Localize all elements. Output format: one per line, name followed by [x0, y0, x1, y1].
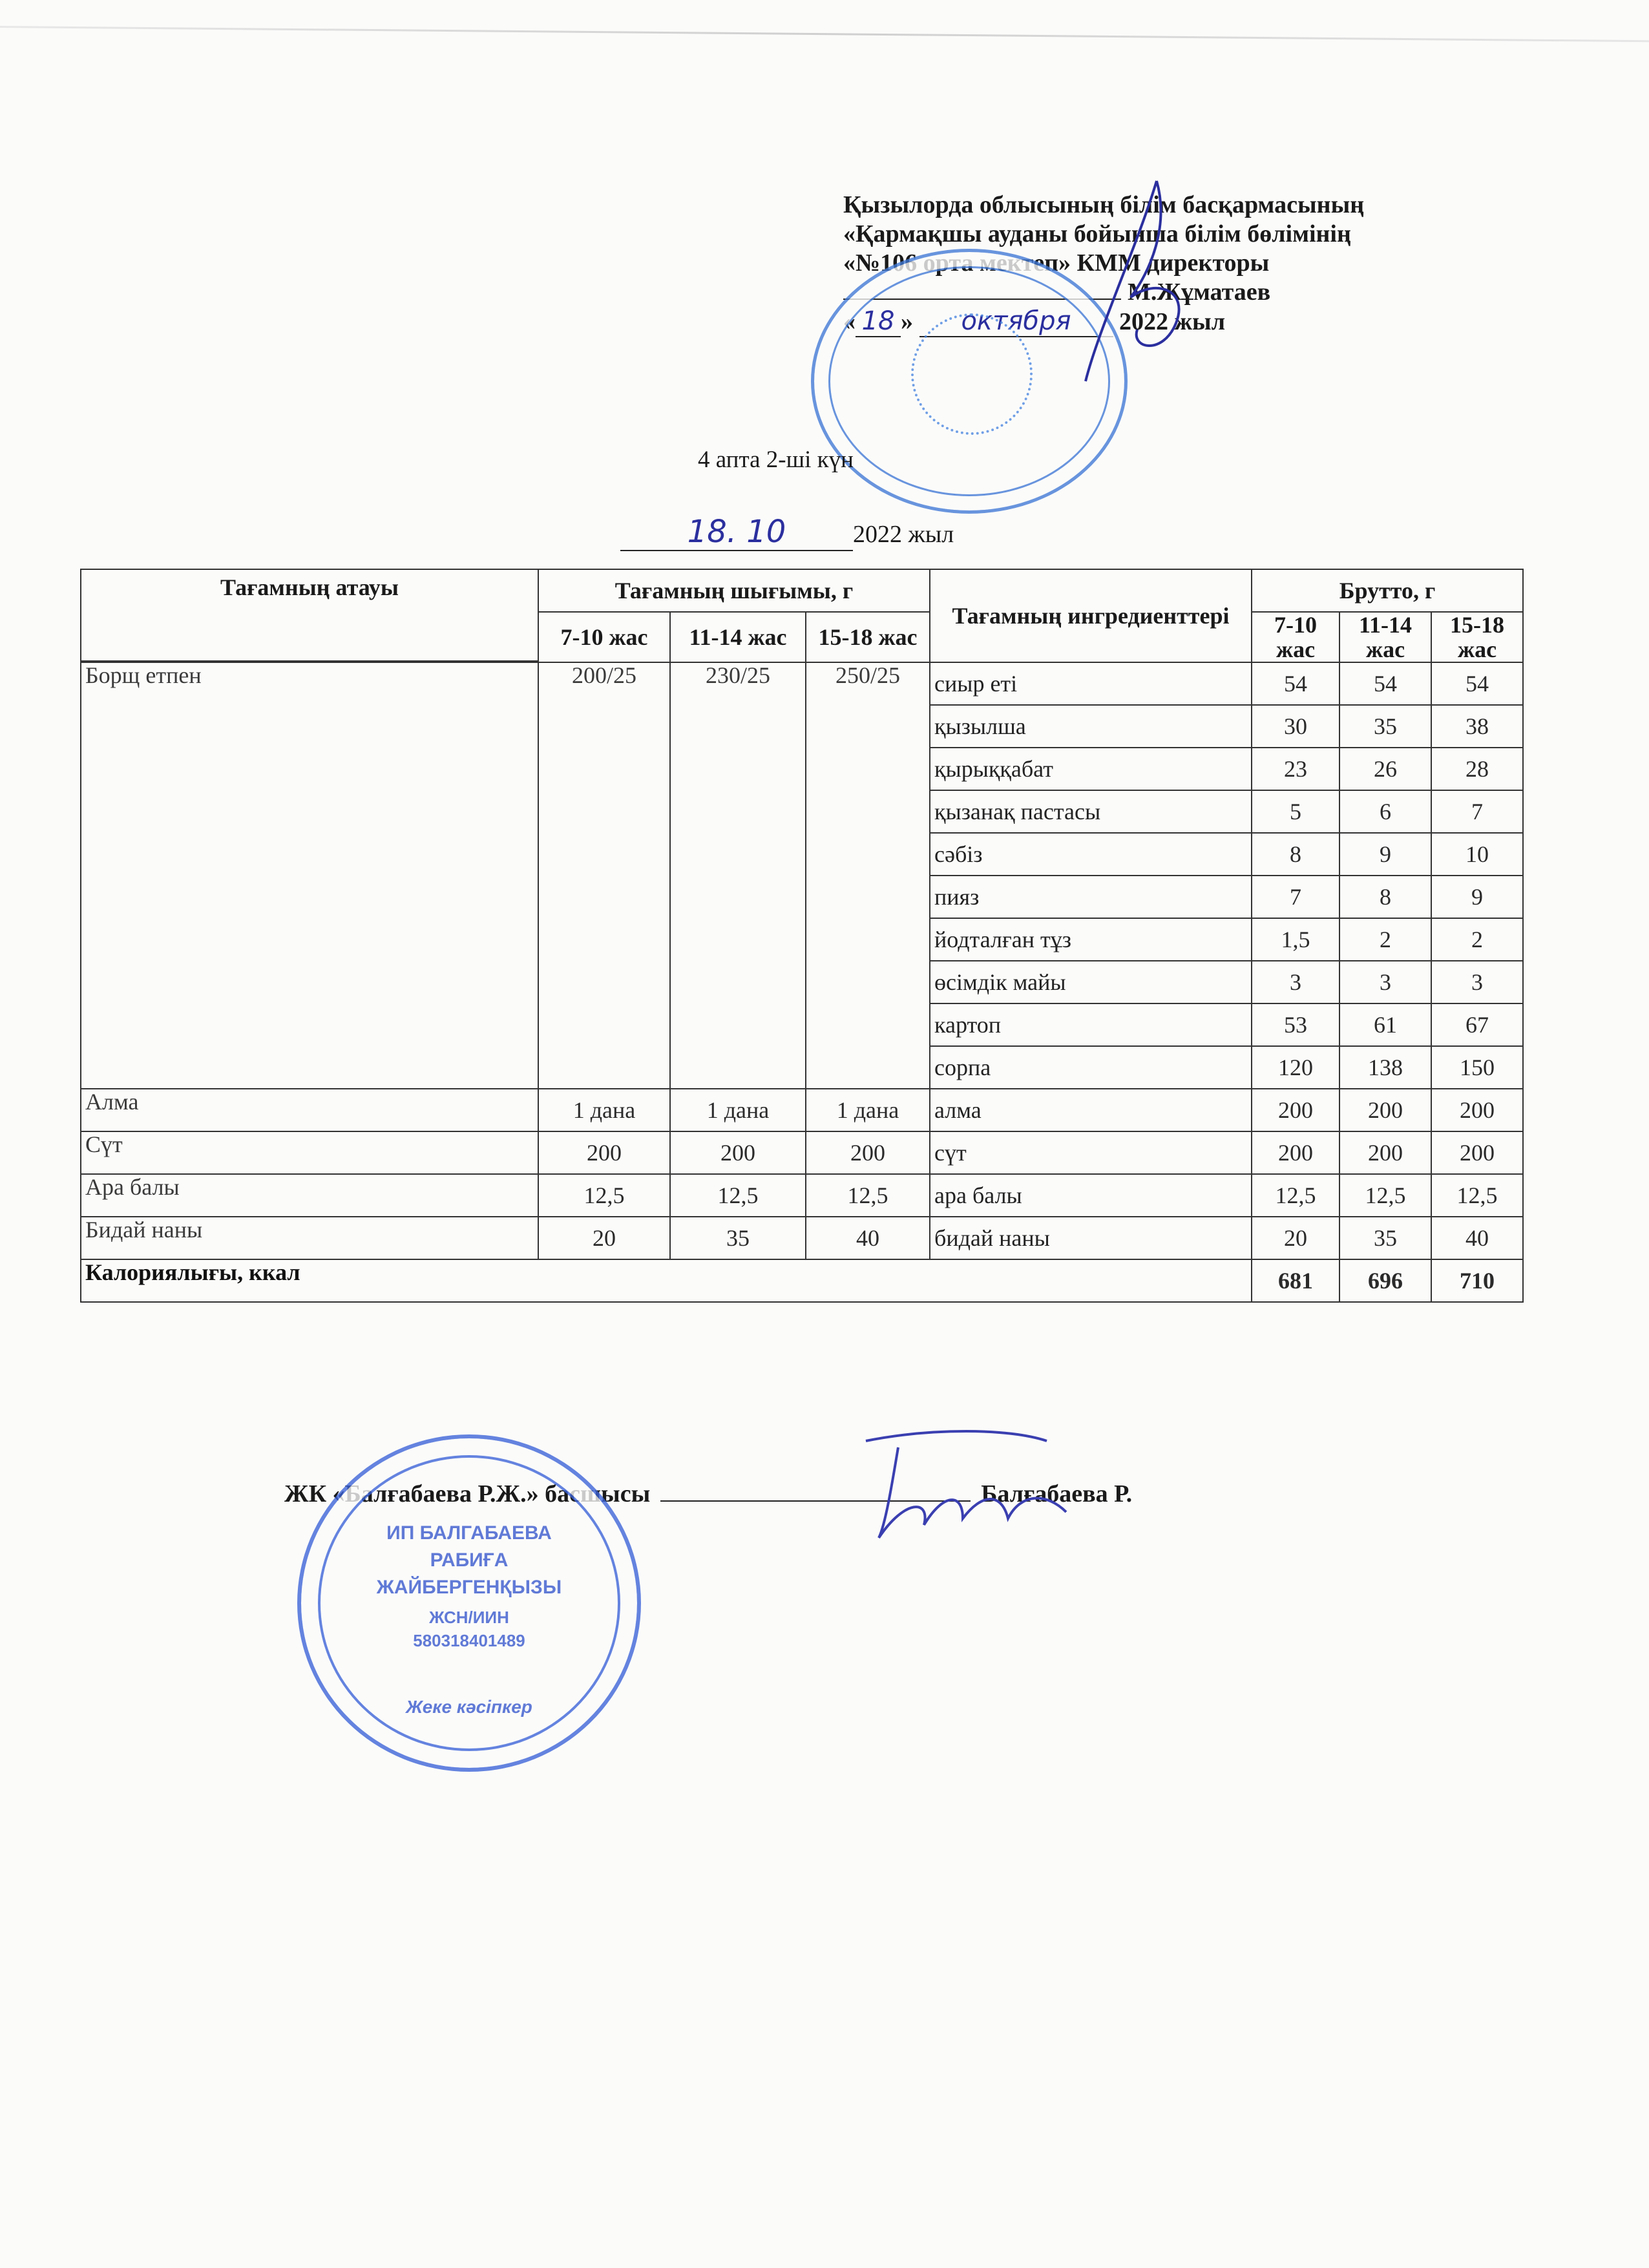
header-output: Тағамның шығымы, г [538, 569, 930, 612]
stamp-line-2: РАБИҒА [430, 1549, 509, 1571]
calories-value: 681 [1252, 1259, 1339, 1302]
ingredient-name: ара балы [930, 1174, 1252, 1217]
dish-output: 1 дана [806, 1089, 930, 1131]
dish-name: Бидай наны [81, 1217, 538, 1259]
brutto-value: 23 [1252, 748, 1339, 790]
brutto-value: 38 [1431, 705, 1523, 748]
menu-date-handwritten: 18. 10 [687, 514, 786, 550]
dish-output: 1 дана [538, 1089, 670, 1131]
ingredient-name: қызанақ пастасы [930, 790, 1252, 833]
brutto-value: 200 [1431, 1089, 1523, 1131]
brutto-value: 54 [1252, 662, 1339, 705]
ingredient-name: алма [930, 1089, 1252, 1131]
stamp-line-6: Жеке кәсіпкер [406, 1697, 532, 1717]
header-dish: Тағамның атауы [81, 569, 538, 661]
ingredient-name: қырыққабат [930, 748, 1252, 790]
ingredient-name: сәбіз [930, 833, 1252, 876]
header-out-age-1: 7-10 жас [538, 612, 670, 662]
approval-line-1: Қызылорда облысының білім басқармасының [843, 191, 1365, 218]
header-out-age-2: 11-14 жас [670, 612, 806, 662]
brutto-value: 3 [1339, 961, 1431, 1003]
footer-org: ЖК «Балғабаева Р.Ж.» басшысы [284, 1480, 651, 1507]
brutto-value: 53 [1252, 1003, 1339, 1046]
calories-value: 696 [1339, 1259, 1431, 1302]
approval-year: 2022 жыл [1119, 308, 1226, 335]
ingredient-name: бидай наны [930, 1217, 1252, 1259]
brutto-value: 9 [1339, 833, 1431, 876]
ingredient-name: сорпа [930, 1046, 1252, 1089]
brutto-value: 2 [1339, 918, 1431, 961]
brutto-value: 54 [1431, 662, 1523, 705]
ingredient-name: сиыр еті [930, 662, 1252, 705]
brutto-value: 7 [1431, 790, 1523, 833]
menu-date-year: 2022 жыл [853, 521, 954, 548]
brutto-value: 61 [1339, 1003, 1431, 1046]
brutto-value: 120 [1252, 1046, 1339, 1089]
brutto-value: 26 [1339, 748, 1431, 790]
brutto-value: 3 [1252, 961, 1339, 1003]
header-brutto-age-2: 11-14 жас [1339, 612, 1431, 662]
calories-value: 710 [1431, 1259, 1523, 1302]
dish-name: Сүт [81, 1131, 538, 1174]
brutto-value: 30 [1252, 705, 1339, 748]
ingredient-name: пияз [930, 876, 1252, 918]
dish-output: 200 [538, 1131, 670, 1174]
approval-day: 18 [856, 307, 901, 337]
brutto-value: 6 [1339, 790, 1431, 833]
brutto-value: 12,5 [1431, 1174, 1523, 1217]
approval-month: октября [919, 307, 1113, 337]
header-brutto: Брутто, г [1252, 569, 1523, 612]
ingredient-name: қызылша [930, 705, 1252, 748]
dish-output: 20 [538, 1217, 670, 1259]
ingredient-name: йодталған тұз [930, 918, 1252, 961]
brutto-value: 200 [1339, 1089, 1431, 1131]
emblem-icon [911, 313, 1033, 435]
brutto-value: 40 [1431, 1217, 1523, 1259]
stamp-line-4: ЖСН/ИИН [429, 1608, 509, 1627]
brutto-value: 10 [1431, 833, 1523, 876]
dish-output: 12,5 [670, 1174, 806, 1217]
header-brutto-age-1: 7-10 жас [1252, 612, 1339, 662]
brutto-value: 12,5 [1252, 1174, 1339, 1217]
dish-output: 230/25 [670, 662, 806, 1089]
brutto-value: 28 [1431, 748, 1523, 790]
menu-date [620, 514, 954, 551]
brutto-value: 200 [1431, 1131, 1523, 1174]
ingredient-name: өсімдік майы [930, 961, 1252, 1003]
brutto-value: 35 [1339, 1217, 1431, 1259]
brutto-value: 54 [1339, 662, 1431, 705]
dish-output: 200/25 [538, 662, 670, 1089]
dish-name: Борщ етпен [81, 662, 538, 1089]
table-row [81, 1131, 1523, 1174]
brutto-value: 138 [1339, 1046, 1431, 1089]
ingredient-name: картоп [930, 1003, 1252, 1046]
header-ingredients: Тағамның ингредиенттері [930, 569, 1252, 662]
brutto-value: 20 [1252, 1217, 1339, 1259]
dish-output: 40 [806, 1217, 930, 1259]
dish-output: 12,5 [538, 1174, 670, 1217]
brutto-value: 35 [1339, 705, 1431, 748]
table-row [81, 662, 1523, 705]
stamp-line-5: 580318401489 [413, 1631, 525, 1650]
menu-table [80, 569, 1524, 1303]
brutto-value: 200 [1339, 1131, 1431, 1174]
header-brutto-age-3: 15-18 жас [1431, 612, 1523, 662]
header-out-age-3: 15-18 жас [806, 612, 930, 662]
dish-output: 250/25 [806, 662, 930, 1089]
brutto-value: 150 [1431, 1046, 1523, 1089]
calories-row [81, 1259, 1523, 1302]
brutto-value: 1,5 [1252, 918, 1339, 961]
footer-name: Балғабаева Р. [981, 1480, 1133, 1507]
table-row [81, 1089, 1523, 1131]
table-row [81, 1174, 1523, 1217]
dish-name: Алма [81, 1089, 538, 1131]
head-signature [853, 1422, 1086, 1551]
brutto-value: 2 [1431, 918, 1523, 961]
brutto-value: 9 [1431, 876, 1523, 918]
approval-date: « 18 » октября 2022 жыл [843, 306, 1226, 336]
calories-label: Калориялығы, ккал [81, 1259, 1252, 1302]
brutto-value: 67 [1431, 1003, 1523, 1046]
week-day-label: 4 апта 2-ші күн [698, 446, 854, 473]
brutto-value: 200 [1252, 1131, 1339, 1174]
director-name: М.Жұматаев [1128, 278, 1271, 306]
table-row [81, 1217, 1523, 1259]
dish-output: 200 [670, 1131, 806, 1174]
entrepreneur-stamp [297, 1434, 641, 1772]
dish-output: 35 [670, 1217, 806, 1259]
brutto-value: 3 [1431, 961, 1523, 1003]
dish-name: Ара балы [81, 1174, 538, 1217]
director-signature [1060, 168, 1228, 401]
brutto-value: 7 [1252, 876, 1339, 918]
dish-output: 12,5 [806, 1174, 930, 1217]
stamp-line-3: ЖАЙБЕРГЕНҚЫЗЫ [376, 1577, 562, 1598]
approval-line-3: «№106 орта мектеп» КММ директоры [843, 249, 1270, 277]
approval-line-2: «Қармақшы ауданы бойынша білім бөлімінің [843, 220, 1351, 247]
brutto-value: 8 [1339, 876, 1431, 918]
brutto-value: 12,5 [1339, 1174, 1431, 1217]
scan-edge-line [0, 26, 1649, 42]
stamp-line-1: ИП БАЛГАБАЕВА [386, 1522, 552, 1544]
dish-output: 1 дана [670, 1089, 806, 1131]
brutto-value: 8 [1252, 833, 1339, 876]
brutto-value: 5 [1252, 790, 1339, 833]
brutto-value: 200 [1252, 1089, 1339, 1131]
dish-output: 200 [806, 1131, 930, 1174]
ingredient-name: сүт [930, 1131, 1252, 1174]
